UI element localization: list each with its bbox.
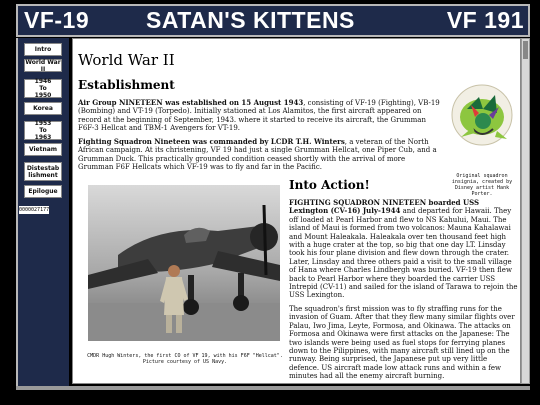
banner-main-title: SATAN'S KITTENS [146, 7, 355, 33]
banner-right-title: VF 191 [446, 7, 524, 33]
sidebar-item-vietnam[interactable]: Vietnam [24, 143, 62, 156]
action-paragraph-2: The squadron's first mission was to fly straffing runs for the invasion of Guam. After that they flew many similar flights over Palau, Iwo Jima, Leyte, Formosa, and Okinawa. The attacks on Formosa and Okinawa were first attacks on the Japanese: The two islands were being used as fuel stops for ferrying planes down to the Pilippines, with many aircraft still lined up on the runway. Being surprised, the Japanese put up very little defence. US aircraft made low attack runs and within a few minutes had all the enemy aircraft burning. [289, 305, 515, 381]
photo-caption: CMDR Hugh Winters, the first CO of VF 19, with his F6F "Hellcat". Picture courtesy of US Navy. [87, 353, 283, 365]
establishment-paragraph-2 [78, 138, 440, 172]
action-paragraph-1 [289, 199, 519, 300]
insignia-caption: Original squadron insignia, created by Disney artist Hank Porter. [451, 173, 513, 197]
establishment-p1-text: , consisting of VF-19 (Fighting), VB-19 (Bombing) and VT-19 (Torpedo). Initially stationed at Los Alamitos, the first aircraft appeared on record at the beginning of September, 1943. where it started to receive its aircraft, the Grumman F6F-3 Hellcat and TBM-1 Avengers for VT-19. [78, 99, 440, 133]
squadron-insignia-image [449, 79, 515, 167]
hellcat-photo-image [88, 185, 280, 341]
visitor-counter: 0000027177 [19, 207, 50, 213]
establishment-p1-bold: Air Group NINETEEN was established on 15 August 1943 [78, 98, 304, 107]
sidebar-item-disestablishment[interactable]: Distestablishment [24, 162, 62, 181]
scrollbar-thumb[interactable] [523, 41, 528, 59]
sidebar-item-epilogue[interactable]: Epilogue [24, 185, 62, 198]
action-p1-bold: FIGHTING SQUADRON NINETEEN boarded USS Lexington (CV-16) July-1944 [289, 198, 480, 216]
sidebar-item-korea[interactable]: Korea [24, 102, 62, 115]
sidebar-item-1953-to-1963[interactable]: 1953 To 1963 [24, 121, 62, 140]
action-p1-text: and departed for Hawaii. They off loaded at Pearl Harbor and flew to NS Kahului, Maui. The island of Maui is formed from two volcanos: Mauna Kahalawai and Mount Haleakala. Haleakala over ten thousand feet high with a huge crater at the top, so big that one day LT. Linsday took his four plane division and flew down through the crater. Later, Linsday and three others paid a visit to the small village of Hana where Charles Lindbergh was buried. VF-19 then flew back to Pearl Harbor where they boarded the carrier USS Intrepid (CV-11) and sailed for the island of Tarawa to rejoin the USS Lexington. [289, 207, 518, 300]
establishment-p2-text: , a veteran of the North African campaign. At its christening, VF 19 had just a single Grumman Hellcat, one Piper Cub, and a Grumman Duck. This practically grounded condition ceased shortly with the arrival of more Grumman F6F Hellcats which VF-19 was to fly and far in the Pacific. [78, 138, 437, 172]
site-banner [16, 4, 530, 37]
main-content [72, 38, 521, 384]
page-title: World War II [78, 51, 175, 69]
sidebar-nav [16, 38, 69, 386]
establishment-heading: Establishment [78, 78, 175, 92]
content-scrollbar[interactable] [521, 38, 530, 384]
establishment-p2-bold: Fighting Squadron Nineteen was commanded by LCDR T.H. Winters [78, 137, 345, 146]
establishment-paragraph-1 [78, 99, 440, 133]
sidebar-item-intro[interactable]: Intro [24, 43, 62, 56]
winters-hellcat-photo [88, 185, 280, 341]
sidebar-item-world-war-ii[interactable]: World War II [25, 58, 61, 73]
bottom-frame-bar [16, 386, 530, 390]
sidebar-item-1946-to-1950[interactable]: 1946 To 1950 [24, 79, 62, 98]
into-action-heading: Into Action! [289, 178, 370, 192]
banner-left-title: VF-19 [24, 7, 90, 33]
